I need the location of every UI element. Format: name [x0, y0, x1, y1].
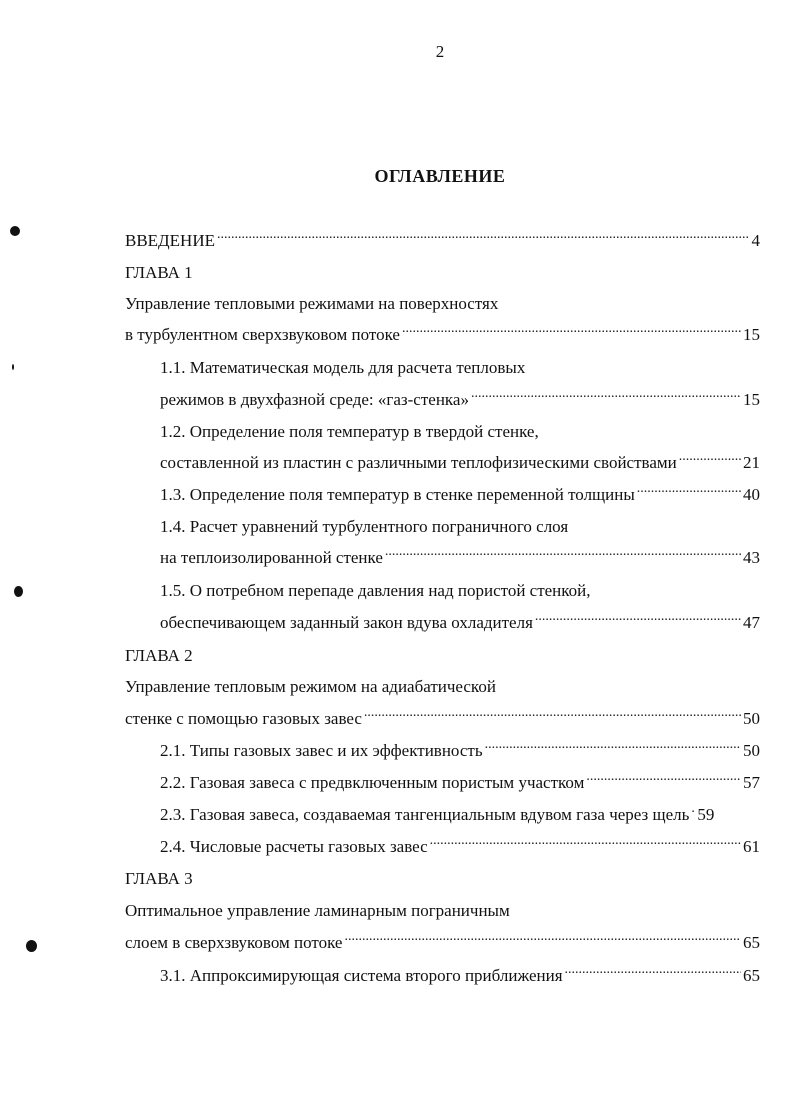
toc-entry-section-2-3[interactable]: [160, 804, 760, 826]
toc-entry-label: ВВЕДЕНИЕ: [125, 231, 215, 250]
toc-entry-label: режимов в двухфазной среде: «газ-стенка»: [160, 390, 469, 409]
toc-entry-page: 47: [743, 613, 760, 632]
toc-entry-chapter-2[interactable]: [125, 708, 760, 730]
dot-leader: [565, 967, 741, 981]
chapter-title-line: Управление тепловыми режимами на поверхностях: [125, 294, 499, 313]
dot-leader: [691, 806, 695, 820]
dot-leader: [217, 232, 750, 246]
toc-entry-page: 65: [743, 966, 760, 985]
chapter-label: ГЛАВА 3: [125, 869, 193, 888]
toc-entry-page: 43: [743, 548, 760, 567]
toc-entry-introduction[interactable]: [125, 230, 760, 252]
toc-entry-page: 40: [743, 485, 760, 504]
toc-entry-section-2-2[interactable]: [160, 772, 760, 794]
page-number: 2: [435, 42, 445, 61]
toc-entry-label: в турбулентном сверхзвуковом потоке: [125, 325, 400, 344]
toc-entry-section-1-3[interactable]: [160, 484, 760, 506]
chapter-title-line: Оптимальное управление ламинарным пограничным: [125, 901, 510, 920]
dot-leader: [535, 614, 741, 628]
toc-entry-label: на теплоизолированной стенке: [160, 548, 383, 567]
toc-entry-chapter-3[interactable]: [125, 932, 760, 954]
toc-entry-label: 2.4. Числовые расчеты газовых завес: [160, 837, 428, 856]
toc-entry-page: 21: [743, 453, 760, 472]
dot-leader: [364, 710, 741, 724]
toc-entry-chapter-1[interactable]: [125, 324, 760, 346]
toc-entry-label: составленной из пластин с различными теплофизическими свойствами: [160, 453, 677, 472]
toc-entry-page: 15: [743, 325, 760, 344]
toc-entry-label: 3.1. Аппроксимирующая система второго приближения: [160, 966, 563, 985]
scan-speck: [10, 226, 20, 236]
dot-leader: [485, 742, 741, 756]
toc-entry-page: 50: [743, 741, 760, 760]
scan-speck: [14, 586, 23, 597]
section-title-line: 1.1. Математическая модель для расчета тепловых: [160, 358, 526, 377]
section-title-line: 1.4. Расчет уравнений турбулентного пограничного слоя: [160, 517, 569, 536]
dot-leader: [344, 934, 741, 948]
chapter-label: ГЛАВА 2: [125, 646, 193, 665]
scan-speck: [26, 940, 37, 952]
dot-leader: [637, 486, 741, 500]
toc-entry-section-1-1[interactable]: [160, 389, 760, 411]
section-title-line: 1.5. О потребном перепаде давления над пористой стенкой,: [160, 581, 591, 600]
toc-entry-section-2-1[interactable]: [160, 740, 760, 762]
toc-entry-label: стенке с помощью газовых завес: [125, 709, 362, 728]
dot-leader: [402, 326, 741, 340]
scan-speck: [12, 364, 14, 370]
toc-entry-section-3-1[interactable]: [160, 965, 760, 987]
toc-entry-page: 61: [743, 837, 760, 856]
toc-title: ОГЛАВЛЕНИЕ: [374, 166, 506, 186]
section-title-line: 1.2. Определение поля температур в твердой стенке,: [160, 422, 539, 441]
toc-entry-label: 1.3. Определение поля температур в стенке переменной толщины: [160, 485, 635, 504]
dot-leader: [586, 774, 741, 788]
chapter-label: ГЛАВА 1: [125, 263, 193, 282]
toc-entry-label: слоем в сверхзвуковом потоке: [125, 933, 343, 952]
dot-leader: [471, 391, 741, 405]
toc-entry-label: 2.1. Типы газовых завес и их эффективность: [160, 741, 483, 760]
dot-leader: [679, 454, 741, 468]
toc-entry-page: 50: [743, 709, 760, 728]
toc-entry-page: 15: [743, 390, 760, 409]
chapter-title-line: Управление тепловым режимом на адиабатической: [125, 677, 496, 696]
toc-entry-section-1-2[interactable]: [160, 452, 760, 474]
toc-entry-page: 57: [743, 773, 760, 792]
toc-entry-section-1-5[interactable]: [160, 612, 760, 634]
toc-entry-page: 65: [743, 933, 760, 952]
toc-entry-label: обеспечивающем заданный закон вдува охладителя: [160, 613, 533, 632]
toc-entry-page: 59: [697, 805, 715, 824]
toc-entry-section-1-4[interactable]: [160, 547, 760, 569]
dot-leader: [430, 838, 741, 852]
toc-entry-label: 2.3. Газовая завеса, создаваемая тангенциальным вдувом газа через щель: [160, 805, 690, 824]
dot-leader: [385, 549, 741, 563]
toc-entry-page: 4: [751, 231, 760, 250]
toc-entry-section-2-4[interactable]: [160, 836, 760, 858]
toc-entry-label: 2.2. Газовая завеса с предвключенным пористым участком: [160, 773, 585, 792]
